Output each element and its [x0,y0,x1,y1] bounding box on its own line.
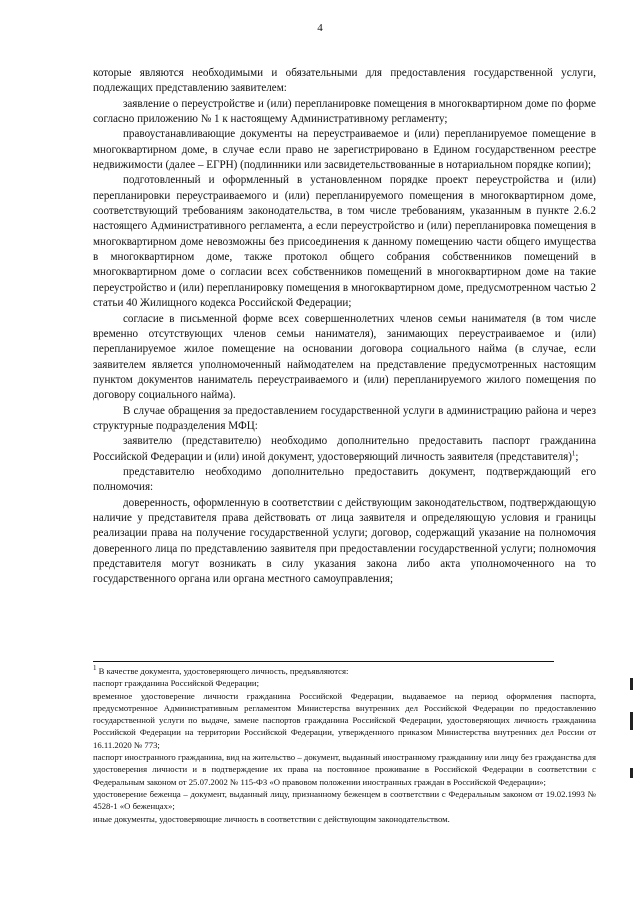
applicant-text: заявителю (представителю) необходимо дополнительно предоставить паспорт гражданина Российской Федерации и (или) иной документ, удостоверяющий личность заявителя (представителя) [93,435,596,463]
footnote-item: временное удостоверение личности гражданина Российской Федерации, выдаваемое на период оформления паспорта, предусмотренное Административным регламентом Министерства внутренних дел Российской Федерации по предоставлению государственной услуги по выдаче, замене паспортов гражданина Российской Федерации, удостоверяющих личность гражданина Российской Федерации на территории Российской Федерации, утвержденного приказом Министерства внутренних дел России от 16.11.2020 № 773; [93,690,596,750]
footnote-lead [93,665,596,677]
scan-edge-mark [630,768,633,778]
footnote-reference[interactable]: 1 [571,448,576,457]
applicant-end: ; [575,450,579,463]
footnote-mark: 1 [93,664,97,673]
footnotes [93,665,596,825]
main-text [93,66,596,588]
page-number: 4 [317,22,323,34]
paragraph: которые являются необходимыми и обязательными для предоставления государственной услуги, подлежащих представлению заявителем: [93,67,596,95]
scan-edge-mark [630,712,633,730]
paragraph: правоустанавливающие документы на переустраиваемое и (или) перепланируемое помещение в многоквартирном доме, в случае если право не зарегистрировано в Едином государственном реестре недвижимости (далее – ЕГРН) (подлинники или засвидетельствованные в нотариальном порядке копии); [93,128,596,172]
paragraph: представителю необходимо дополнительно предоставить документ, подтверждающий его полномочия: [93,465,596,494]
footnote-divider [93,661,554,662]
paragraph: доверенность, оформленную в соответствии с действующим законодательством, подтверждающую наличие у представителя права действовать от лица заявителя и определяющую условия и границы реализации права на получение государственной услуги; договор, содержащий указание на полномочия доверенного лица по представлению заявителя при предоставлении государственной услуги; полномочия представителя могут возникать в силу указания закона либо акта уполномоченного на то государственного органа или органа местного самоуправления; [93,496,596,586]
footnote-item: удостоверение беженца – документ, выданный лицу, признанному беженцем в соответствии с Федеральным законом от 19.02.1993 № 4528-1 «О беженцах»; [93,788,596,812]
scan-edge-mark [630,678,633,690]
footnote-item: паспорт иностранного гражданина, вид на жительство – документ, выданный иностранному гражданину или лицу без гражданства для удостоверения личности и в подтверждение их права на постоянное проживание в Российской Федерации в соответствии с Федеральным законом от 25.07.2002 № 115-ФЗ «О правовом положении иностранных граждан в Российской Федерации»; [93,752,596,787]
footnote-item: паспорт гражданина Российской Федерации; [93,678,259,689]
paragraph: заявление о переустройстве и (или) перепланировке помещения в многоквартирном доме по форме согласно приложению № 1 к настоящему Административному регламенту; [93,97,596,126]
paragraph: В случае обращения за предоставлением государственной услуги в администрацию района и через структурные подразделения МФЦ: [93,404,596,432]
paragraph-applicant [93,434,596,465]
paragraph: согласие в письменной форме всех совершеннолетних членов семьи нанимателя (в том числе временно отсутствующих членов семьи нанимателя), занимающих переустраиваемое и (или) перепланируемое жилое помещение на основании договора социального найма (в случае, если заявителем является уполномоченный наймодателем на представление предусмотренных настоящим пунктом документов наниматель переустраиваемого и (или) перепланируемого жилого помещения по договору социального найма). [93,312,596,402]
footnote-lead-text: В качестве документа, удостоверяющего личность, предъявляются: [98,666,349,676]
footnote-item: иные документы, удостоверяющие личность в соответствии с действующим законодательством. [93,813,450,824]
paragraph: подготовленный и оформленный в установленном порядке проект переустройства и (или) перепланировки переустраиваемого и (или) перепланируемого помещения в многоквартирном доме, соответствующий требованиям законодательства, в том числе требованиям, указанным в пункте 2.6.2 настоящего Административного регламента, а если переустройство и (или) перепланировка помещения в многоквартирном доме невозможны без присоединения к данному помещению части общего имущества в многоквартирном доме, также протокол общего собрания собственников помещений в многоквартирном доме о согласии всех собственников помещений в многоквартирном доме на такие переустройство и (или) перепланировку помещения в многоквартирном доме, предусмотренном частью 2 статьи 40 Жилищного кодекса Российской Федерации; [93,174,596,310]
